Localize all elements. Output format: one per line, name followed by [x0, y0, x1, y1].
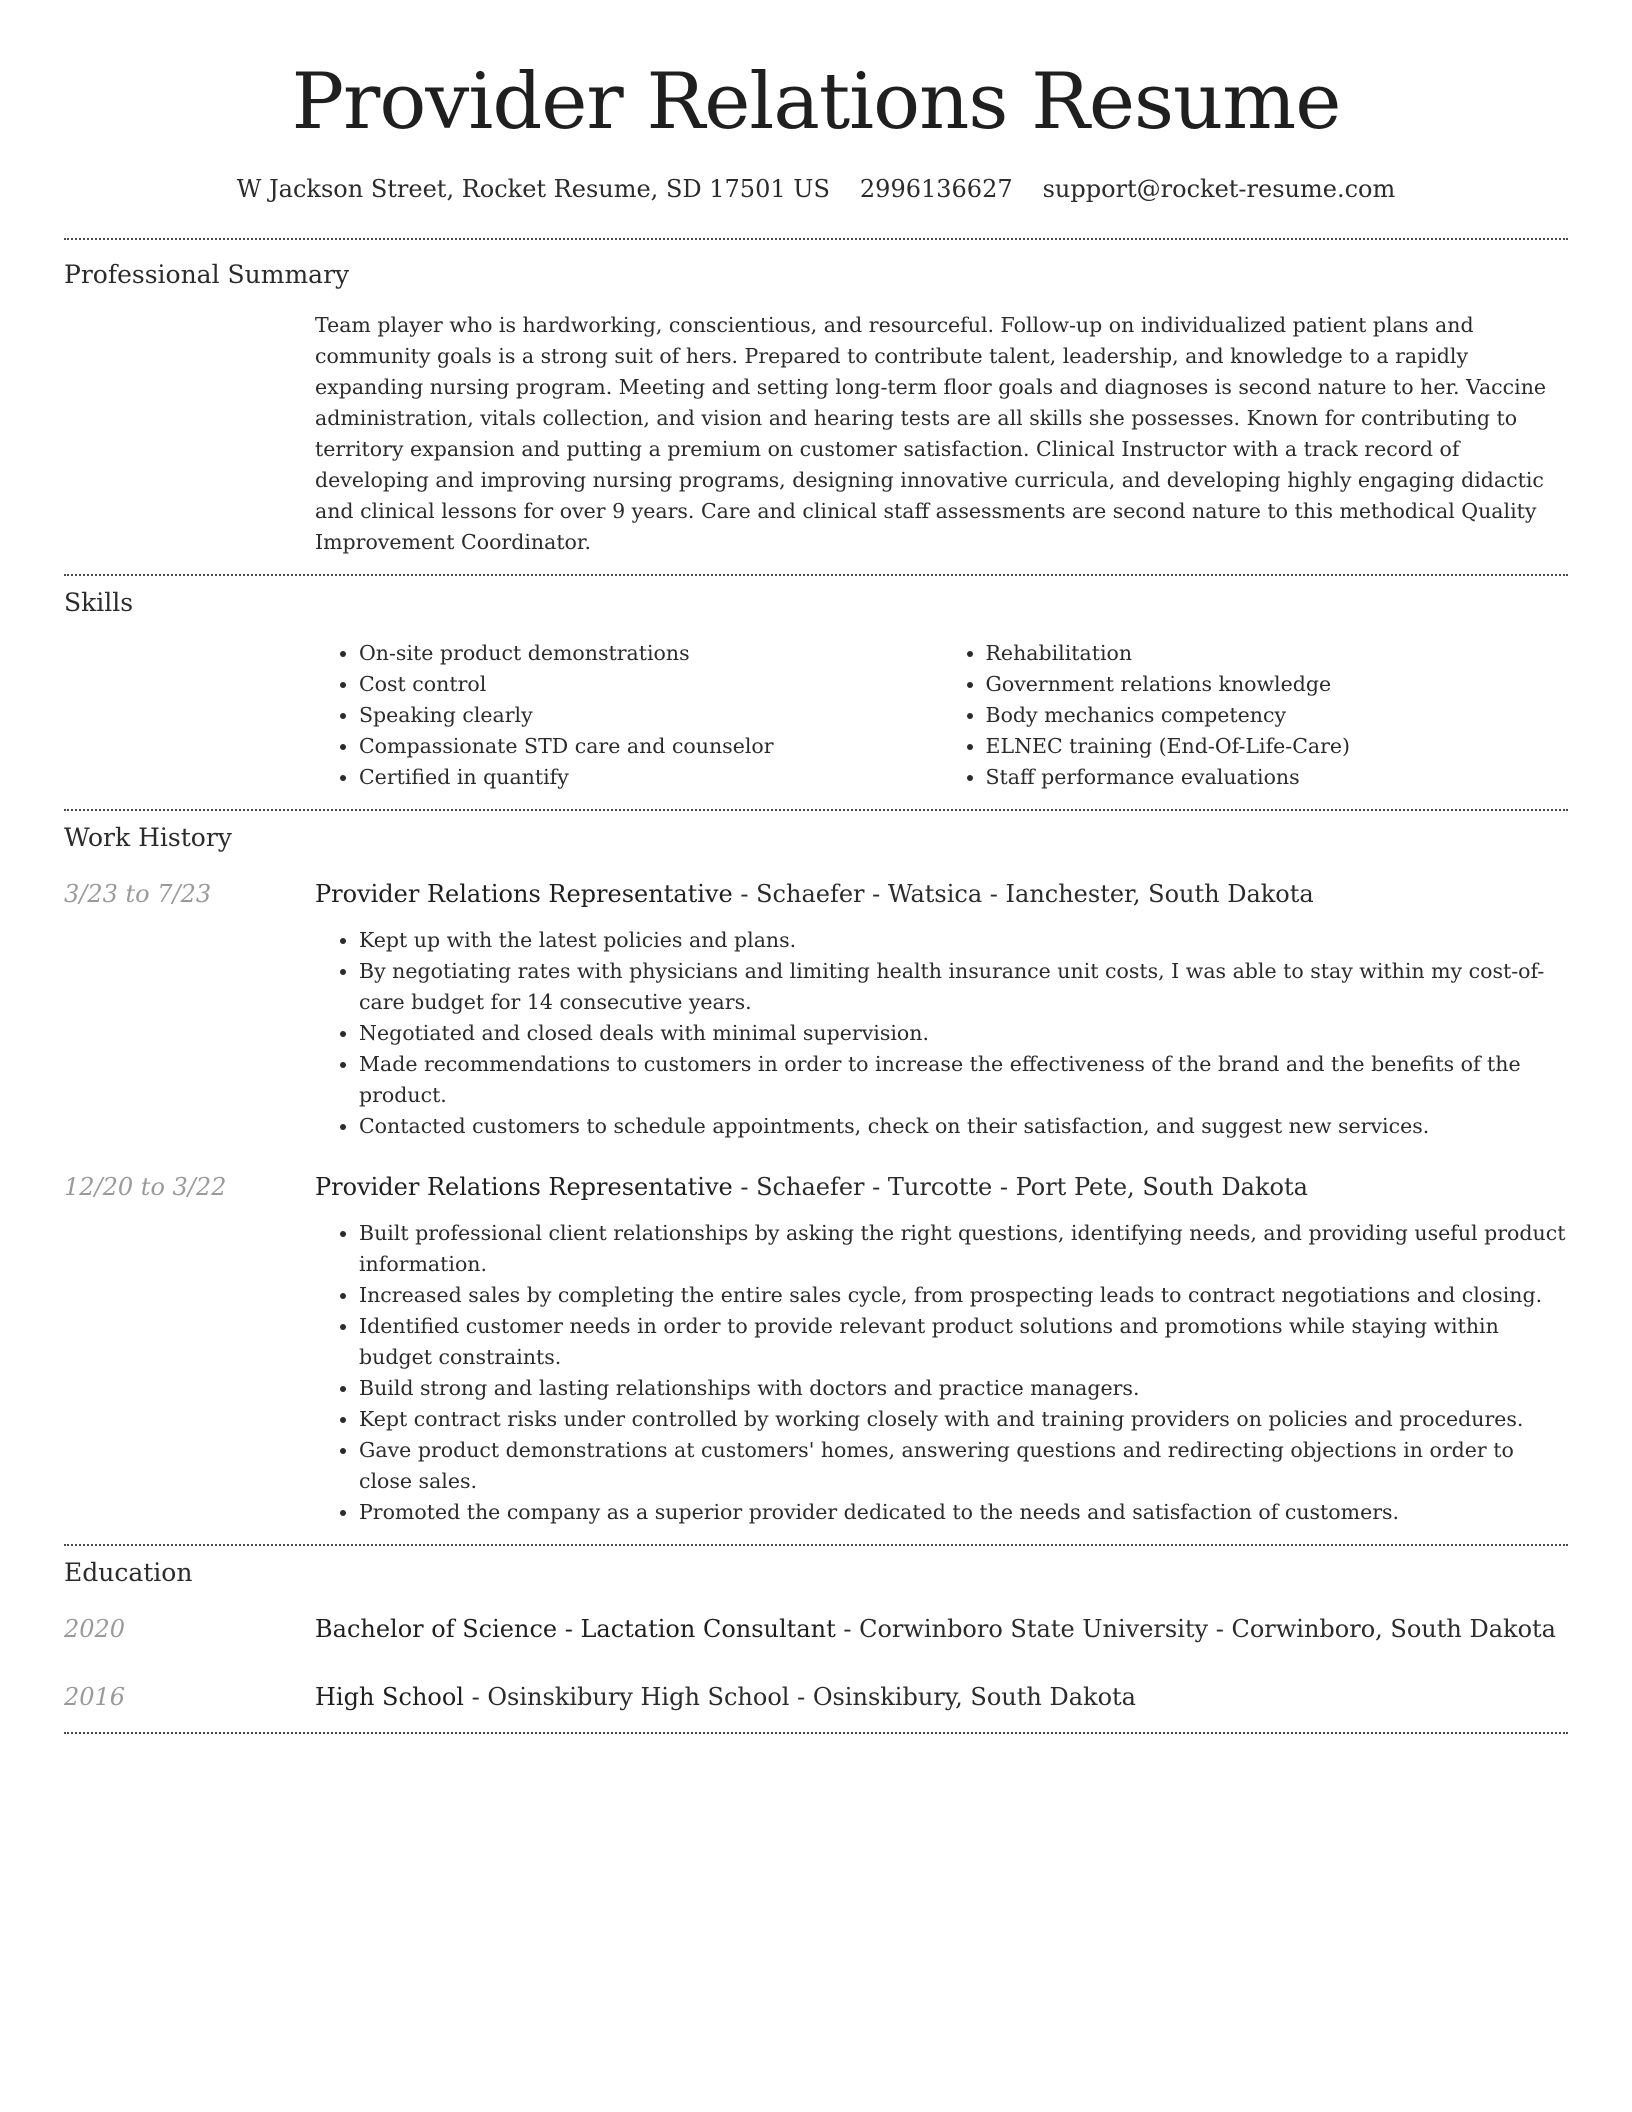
- contact-address: W Jackson Street, Rocket Resume, SD 17501 US: [236, 175, 830, 203]
- section-title-skills: Skills: [64, 588, 134, 617]
- list-item: • Kept up with the latest policies and plans.: [359, 925, 1568, 956]
- list-item: • Built professional client relationships by asking the right questions, identifying needs, and providing useful product information.: [359, 1218, 1568, 1280]
- job-heading: [315, 1170, 1308, 1204]
- skill-item: • Cost control: [359, 669, 942, 700]
- skill-item: • ELNEC training (End-Of-Life-Care): [986, 731, 1569, 762]
- education-degree: Bachelor of Science - Lactation Consultant: [315, 1615, 836, 1643]
- skill-item: • Government relations knowledge: [986, 669, 1569, 700]
- list-item: • Promoted the company as a superior provider dedicated to the needs and satisfaction of customers.: [359, 1497, 1568, 1528]
- list-item: • By negotiating rates with physicians and limiting health insurance unit costs, I was able to stay within my cost-of-care budget for 14 consecutive years.: [359, 956, 1568, 1018]
- divider: [64, 1732, 1568, 1734]
- job-dates: 12/20 to 3/22: [64, 1173, 227, 1201]
- education-heading: [315, 1612, 1556, 1646]
- list-item: • Kept contract risks under controlled by working closely with and training providers on policies and procedures.: [359, 1404, 1568, 1435]
- list-item: • Gave product demonstrations at customers' homes, answering questions and redirecting objections in order to close sales.: [359, 1435, 1568, 1497]
- skill-item: • Certified in quantify: [359, 762, 942, 793]
- job-dates: 3/23 to 7/23: [64, 880, 212, 908]
- page-title: Provider Relations Resume: [291, 57, 1341, 147]
- list-item: • Contacted customers to schedule appointments, check on their satisfaction, and suggest new services.: [359, 1111, 1568, 1142]
- list-item: • Identified customer needs in order to provide relevant product solutions and promotions while staying within budget constraints.: [359, 1311, 1568, 1373]
- section-title-work: Work History: [64, 823, 232, 852]
- education-year: 2016: [64, 1683, 126, 1711]
- education-entry: [64, 1680, 1568, 1714]
- summary-text: Team player who is hardworking, conscientious, and resourceful. Follow-up on individualized patient plans and community goals is a strong suit of hers. Prepared to contribute talent, leadership, and knowledge to a rapidly expanding nursing program. Meeting and setting long-term floor goals and diagnoses is second nature to her. Vaccine administration, vitals collection, and vision and hearing tests are all skills she possesses. Known for contributing to territory expansion and putting a premium on customer satisfaction. Clinical Instructor with a track record of developing and improving nursing programs, designing innovative curricula, and developing highly engaging didactic and clinical lessons for over 9 years. Care and clinical staff assessments are second nature to this methodical Quality Improvement Coordinator.: [315, 313, 1547, 554]
- skill-item: • Body mechanics competency: [986, 700, 1569, 731]
- education-heading: [315, 1680, 1136, 1714]
- skill-item: • Staff performance evaluations: [986, 762, 1569, 793]
- job-entry: [64, 877, 1568, 911]
- job-bullets: [315, 1218, 1568, 1528]
- skill-item: • Compassionate STD care and counselor: [359, 731, 942, 762]
- skill-item: • On-site product demonstrations: [359, 638, 942, 669]
- list-item: • Build strong and lasting relationships with doctors and practice managers.: [359, 1373, 1568, 1404]
- section-title-education: Education: [64, 1558, 193, 1587]
- divider: [64, 574, 1568, 576]
- job-company: - Schaefer - Turcotte - Port Pete, South Dakota: [732, 1173, 1308, 1201]
- job-role: Provider Relations Representative: [315, 1173, 733, 1201]
- skills-column-right: [942, 638, 1569, 793]
- divider: [64, 1544, 1568, 1546]
- education-year: 2020: [64, 1615, 126, 1643]
- list-item: • Increased sales by completing the entire sales cycle, from prospecting leads to contract negotiations and closing.: [359, 1280, 1568, 1311]
- contact-line: [64, 172, 1568, 206]
- job-bullets: [315, 925, 1568, 1142]
- skill-item: • Rehabilitation: [986, 638, 1569, 669]
- contact-email[interactable]: support@rocket-resume.com: [1042, 175, 1396, 203]
- education-school: - Osinskibury High School - Osinskibury, South Dakota: [463, 1683, 1136, 1711]
- contact-phone: 2996136627: [859, 175, 1013, 203]
- divider: [64, 809, 1568, 811]
- job-company: - Schaefer - Watsica - Ianchester, South Dakota: [732, 880, 1314, 908]
- skills-column-left: [315, 638, 942, 793]
- education-school: - Corwinboro State University - Corwinboro, South Dakota: [835, 1615, 1556, 1643]
- job-heading: [315, 877, 1314, 911]
- divider: [64, 238, 1568, 240]
- list-item: • Made recommendations to customers in order to increase the effectiveness of the brand and the benefits of the product.: [359, 1049, 1568, 1111]
- job-entry: [64, 1170, 1568, 1204]
- skill-item: • Speaking clearly: [359, 700, 942, 731]
- education-degree: High School: [315, 1683, 464, 1711]
- resume-page: [64, 0, 1568, 1734]
- section-title-summary: Professional Summary: [64, 260, 350, 289]
- education-entry: [64, 1612, 1568, 1646]
- list-item: • Negotiated and closed deals with minimal supervision.: [359, 1018, 1568, 1049]
- skills-list: [315, 638, 1568, 793]
- job-role: Provider Relations Representative: [315, 880, 733, 908]
